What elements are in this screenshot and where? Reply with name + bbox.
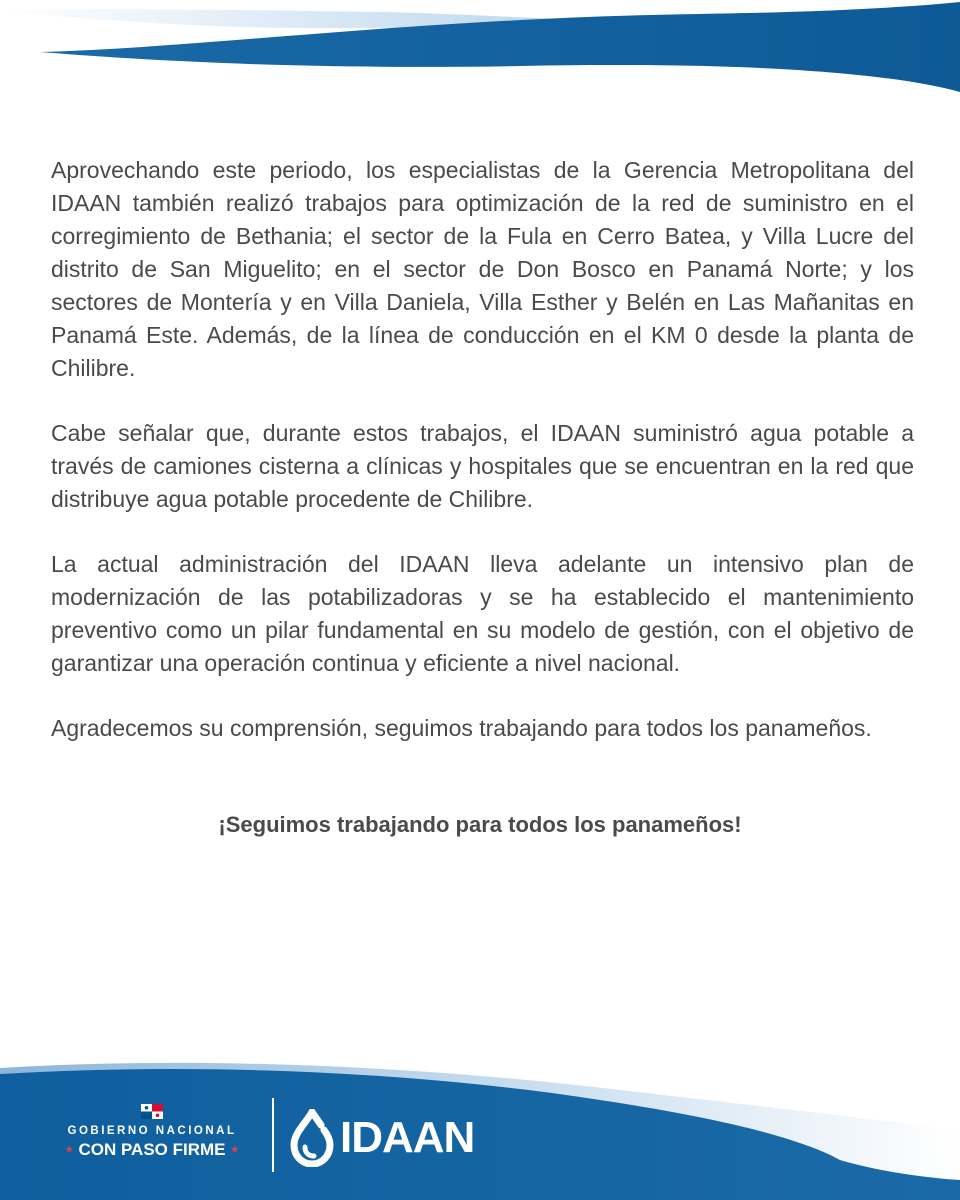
star-icon: ★ — [230, 1144, 240, 1156]
logo-divider — [272, 1098, 274, 1172]
star-icon: ★ — [64, 1144, 74, 1156]
paragraph-4: Agradecemos su comprensión, seguimos trabajando para todos los panameños. — [51, 715, 872, 741]
top-wave-decoration — [0, 0, 960, 100]
gov-line-1: GOBIERNO NACIONAL — [67, 1125, 237, 1137]
article-body — [51, 154, 914, 777]
idaan-logo — [288, 1108, 474, 1168]
paragraph-2: Cabe señalar que, durante estos trabajos, el IDAAN suministró agua potable a través de camiones cisterna a clínicas y hospitales que se encuentran en la red que distribuye agua potable procedente de Chilibre. — [51, 420, 914, 512]
paragraph-3: La actual administración del IDAAN lleva adelante un intensivo plan de modernización de las potabilizadoras y se ha establecido el mantenimiento preventivo como un pilar fundamental en su modelo de gestión, con el objetivo de garantizar una operación continua y eficiente a nivel nacional. — [51, 551, 914, 676]
gov-slogan: CON PASO FIRME — [78, 1140, 226, 1159]
closing-slogan: ¡Seguimos trabajando para todos los panameños! — [218, 812, 742, 837]
water-drop-icon — [288, 1109, 336, 1167]
paragraph-1: Aprovechando este periodo, los especialistas de la Gerencia Metropolitana del IDAAN también realizó trabajos para optimización de la red de suministro en el corregimiento de Bethania; el sector de la Fula en Cerro Batea, y Villa Lucre del distrito de San Miguelito; en el sector de Don Bosco en Panamá Norte; y los sectores de Montería y en Villa Daniela, Villa Esther y Belén en Las Mañanitas en Panamá Este. Además, de la línea de conducción en el KM 0 desde la planta de Chilibre. — [51, 157, 914, 381]
panama-flag-icon — [141, 1104, 163, 1119]
idaan-wordmark: IDAAN — [340, 1113, 475, 1162]
gobierno-nacional-logo — [42, 1104, 262, 1174]
gov-line-2 — [42, 1139, 262, 1162]
